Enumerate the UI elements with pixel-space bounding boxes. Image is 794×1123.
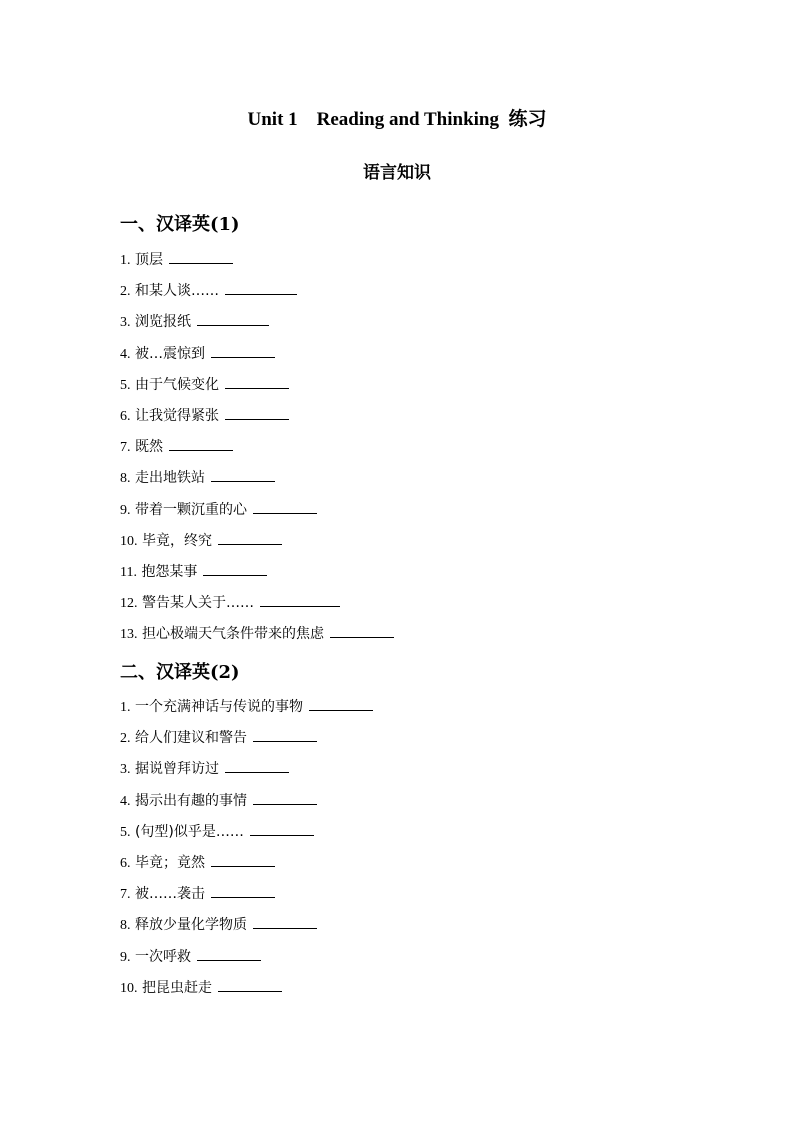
item-text: 把昆虫赶走 (141, 979, 212, 996)
section-heading-1: 一、汉译英(1) (120, 214, 240, 235)
list-item (120, 727, 373, 758)
answer-blank[interactable] (218, 977, 282, 992)
list-item (120, 249, 394, 280)
answer-blank[interactable] (211, 883, 275, 898)
item-number: 5. (120, 824, 131, 840)
answer-blank[interactable] (225, 405, 289, 420)
item-text: 给人们建议和警告 (134, 730, 247, 747)
answer-blank[interactable] (260, 592, 340, 607)
answer-blank[interactable] (253, 914, 317, 929)
item-number: 7. (120, 440, 131, 456)
item-text: 让我觉得紧张 (134, 407, 219, 424)
list-item (120, 561, 394, 592)
item-number: 4. (120, 793, 131, 809)
answer-blank[interactable] (225, 374, 289, 389)
answer-blank[interactable] (211, 852, 275, 867)
item-text: 既然 (134, 439, 163, 456)
item-text: 浏览报纸 (134, 314, 191, 331)
page-subtitle: 语言知识 (363, 163, 431, 183)
item-number: 9. (120, 949, 131, 965)
item-text: 据说曾拜访过 (134, 761, 219, 778)
item-text: 顶层 (134, 252, 163, 268)
answer-blank[interactable] (225, 280, 297, 295)
item-number: 1. (120, 253, 131, 268)
item-text: (句型)似乎是…… (134, 823, 244, 840)
answer-blank[interactable] (253, 727, 317, 742)
answer-blank[interactable] (197, 311, 269, 326)
answer-blank[interactable] (169, 436, 233, 451)
list-item (120, 405, 394, 436)
item-number: 12. (120, 596, 138, 612)
item-text: 由于气候变化 (134, 376, 219, 393)
item-number: 7. (120, 887, 131, 903)
item-number: 3. (120, 762, 131, 778)
list-item (120, 758, 373, 789)
answer-blank[interactable] (330, 623, 394, 638)
answer-blank[interactable] (225, 758, 289, 773)
list-item (120, 946, 373, 977)
list-item (120, 790, 373, 821)
list-item (120, 821, 373, 852)
item-text: 一个充满神话与传说的事物 (134, 699, 303, 715)
item-text: 释放少量化学物质 (134, 917, 247, 934)
list-item (120, 914, 373, 945)
list-item (120, 977, 373, 1008)
page-title: Unit 1 Reading and Thinking 练习 (247, 109, 547, 130)
list-item (120, 343, 394, 374)
item-number: 13. (120, 627, 138, 643)
item-text: 和某人谈…… (134, 283, 219, 300)
item-text: 警告某人关于…… (141, 595, 254, 612)
exercise-list-2 (120, 696, 373, 1008)
list-item (120, 467, 394, 498)
answer-blank[interactable] (211, 467, 275, 482)
answer-blank[interactable] (169, 249, 233, 264)
item-number: 6. (120, 408, 131, 424)
answer-blank[interactable] (309, 696, 373, 711)
item-text: 毕竟，终究 (141, 532, 212, 549)
list-item (120, 311, 394, 342)
item-number: 4. (120, 346, 131, 362)
list-item (120, 530, 394, 561)
exercise-list-1 (120, 249, 394, 654)
item-text: 带着一颗沉重的心 (134, 501, 247, 518)
answer-blank[interactable] (197, 946, 261, 961)
list-item (120, 374, 394, 405)
item-number: 8. (120, 471, 131, 487)
list-item (120, 852, 373, 883)
list-item (120, 499, 394, 530)
item-number: 10. (120, 533, 138, 549)
list-item (120, 592, 394, 623)
list-item (120, 883, 373, 914)
section-heading-2: 二、汉译英(2) (120, 662, 240, 683)
item-number: 1. (120, 700, 131, 715)
answer-blank[interactable] (253, 790, 317, 805)
item-number: 2. (120, 284, 131, 300)
answer-blank[interactable] (253, 499, 317, 514)
item-number: 10. (120, 980, 138, 996)
item-number: 11. (120, 564, 137, 580)
list-item (120, 280, 394, 311)
list-item (120, 436, 394, 467)
item-text: 一次呼救 (134, 948, 191, 965)
item-text: 毕竟；竟然 (134, 854, 205, 871)
item-text: 被…震惊到 (134, 345, 205, 362)
answer-blank[interactable] (250, 821, 314, 836)
answer-blank[interactable] (211, 343, 275, 358)
item-text: 担心极端天气条件带来的焦虑 (141, 626, 324, 643)
answer-blank[interactable] (203, 561, 267, 576)
list-item (120, 623, 394, 654)
list-item (120, 696, 373, 727)
item-text: 揭示出有趣的事情 (134, 792, 247, 809)
item-number: 3. (120, 315, 131, 331)
item-number: 5. (120, 377, 131, 393)
item-text: 抱怨某事 (141, 563, 198, 580)
item-text: 被……袭击 (134, 886, 205, 903)
item-number: 9. (120, 502, 131, 518)
item-number: 6. (120, 855, 131, 871)
item-number: 2. (120, 731, 131, 747)
answer-blank[interactable] (218, 530, 282, 545)
item-text: 走出地铁站 (134, 470, 205, 487)
item-number: 8. (120, 918, 131, 934)
